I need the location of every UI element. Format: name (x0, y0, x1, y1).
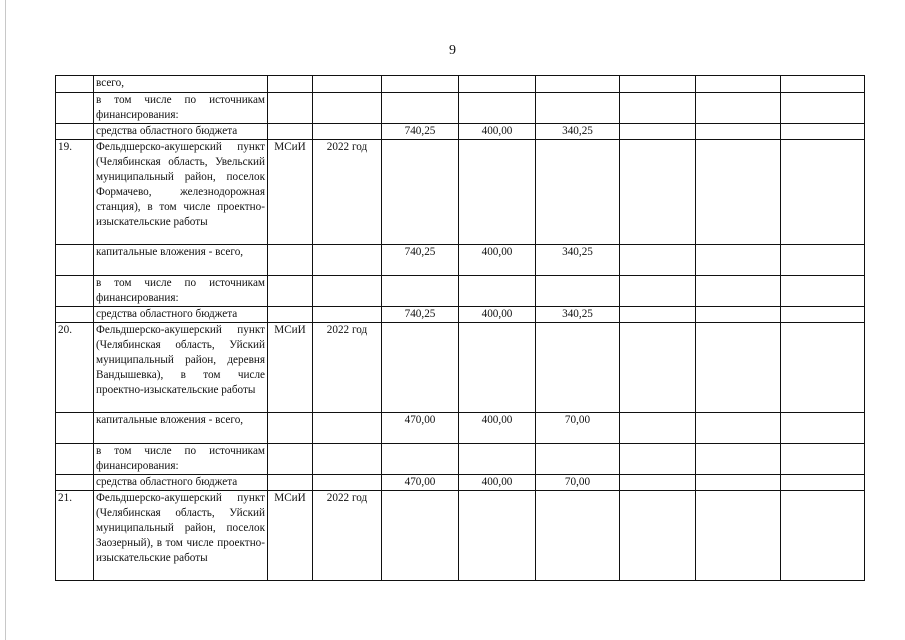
table-row (56, 124, 865, 140)
row-number-cell: 19. (56, 140, 94, 245)
amount-2025-cell (696, 323, 781, 413)
total-amount-cell: 470,00 (382, 413, 459, 444)
object-name-cell: Фельдшерско-акушерский пункт (Челябинская область, Увельский муниципальный район, поселок Формачево, железнодорожная станция), в том числе проектно-изыскательские работы (94, 140, 268, 245)
total-amount-cell (382, 491, 459, 581)
executor-cell (268, 475, 313, 491)
amount-2026-cell (781, 245, 865, 276)
amount-2026-cell (781, 323, 865, 413)
amount-2024-cell (620, 140, 696, 245)
row-number-cell (56, 444, 94, 475)
amount-2025-cell (696, 475, 781, 491)
amount-2025-cell (696, 444, 781, 475)
table-row (56, 413, 865, 444)
executor-cell: МСиИ (268, 491, 313, 581)
year-cell (313, 245, 382, 276)
amount-2023-cell (536, 93, 620, 124)
amount-2023-cell: 70,00 (536, 413, 620, 444)
table-row (56, 307, 865, 323)
amount-2024-cell (620, 245, 696, 276)
amount-2023-cell: 340,25 (536, 245, 620, 276)
year-cell (313, 413, 382, 444)
year-cell: 2022 год (313, 140, 382, 245)
row-number-cell (56, 76, 94, 93)
row-number-cell (56, 276, 94, 307)
amount-2025-cell (696, 93, 781, 124)
amount-2022-cell (459, 76, 536, 93)
amount-2026-cell (781, 76, 865, 93)
amount-2026-cell (781, 124, 865, 140)
amount-2022-cell: 400,00 (459, 307, 536, 323)
table-row (56, 475, 865, 491)
amount-2023-cell: 340,25 (536, 124, 620, 140)
total-amount-cell (382, 323, 459, 413)
amount-2024-cell (620, 93, 696, 124)
amount-2023-cell (536, 323, 620, 413)
amount-2022-cell: 400,00 (459, 475, 536, 491)
total-amount-cell: 470,00 (382, 475, 459, 491)
amount-2022-cell (459, 140, 536, 245)
amount-2025-cell (696, 124, 781, 140)
amount-2024-cell (620, 124, 696, 140)
year-cell (313, 76, 382, 93)
object-name-cell: всего, (94, 76, 268, 93)
row-number-cell (56, 93, 94, 124)
amount-2022-cell: 400,00 (459, 245, 536, 276)
amount-2022-cell (459, 276, 536, 307)
executor-cell (268, 307, 313, 323)
budget-table (55, 75, 865, 581)
amount-2024-cell (620, 475, 696, 491)
executor-cell (268, 124, 313, 140)
year-cell (313, 475, 382, 491)
total-amount-cell: 740,25 (382, 124, 459, 140)
amount-2022-cell (459, 444, 536, 475)
row-number-cell (56, 475, 94, 491)
year-cell (313, 307, 382, 323)
year-cell (313, 124, 382, 140)
amount-2023-cell (536, 140, 620, 245)
amount-2026-cell (781, 140, 865, 245)
amount-2026-cell (781, 475, 865, 491)
scan-edge-line (5, 0, 6, 640)
amount-2023-cell (536, 491, 620, 581)
amount-2026-cell (781, 413, 865, 444)
table-row (56, 76, 865, 93)
object-name-cell: капитальные вложения - всего, (94, 413, 268, 444)
executor-cell: МСиИ (268, 140, 313, 245)
total-amount-cell (382, 140, 459, 245)
page-number: 9 (449, 43, 456, 58)
object-name-cell: в том числе по источникам финансирования: (94, 93, 268, 124)
row-number-cell: 21. (56, 491, 94, 581)
total-amount-cell (382, 444, 459, 475)
row-number-cell (56, 413, 94, 444)
executor-cell (268, 444, 313, 475)
amount-2022-cell (459, 491, 536, 581)
amount-2025-cell (696, 140, 781, 245)
amount-2024-cell (620, 413, 696, 444)
object-name-cell: средства областного бюджета (94, 475, 268, 491)
amount-2024-cell (620, 76, 696, 93)
total-amount-cell (382, 93, 459, 124)
amount-2022-cell (459, 323, 536, 413)
amount-2023-cell: 70,00 (536, 475, 620, 491)
object-name-cell: в том числе по источникам финансирования: (94, 276, 268, 307)
amount-2022-cell (459, 93, 536, 124)
amount-2025-cell (696, 76, 781, 93)
table-row (56, 276, 865, 307)
row-number-cell (56, 124, 94, 140)
amount-2025-cell (696, 245, 781, 276)
table-body (56, 76, 865, 581)
year-cell (313, 93, 382, 124)
amount-2022-cell: 400,00 (459, 124, 536, 140)
object-name-cell: средства областного бюджета (94, 307, 268, 323)
table-row (56, 444, 865, 475)
amount-2023-cell: 340,25 (536, 307, 620, 323)
executor-cell (268, 76, 313, 93)
table-row (56, 245, 865, 276)
total-amount-cell: 740,25 (382, 245, 459, 276)
amount-2025-cell (696, 491, 781, 581)
amount-2026-cell (781, 307, 865, 323)
amount-2023-cell (536, 276, 620, 307)
year-cell (313, 276, 382, 307)
amount-2025-cell (696, 307, 781, 323)
object-name-cell: Фельдшерско-акушерский пункт (Челябинская область, Уйский муниципальный район, поселок Заозерный), в том числе проектно-изыскательские работы (94, 491, 268, 581)
row-number-cell (56, 307, 94, 323)
object-name-cell: Фельдшерско-акушерский пункт (Челябинская область, Уйский муниципальный район, деревня Вандышевка), в том числе проектно-изыскательские работы (94, 323, 268, 413)
year-cell (313, 444, 382, 475)
total-amount-cell (382, 276, 459, 307)
amount-2023-cell (536, 444, 620, 475)
amount-2024-cell (620, 307, 696, 323)
amount-2026-cell (781, 276, 865, 307)
amount-2024-cell (620, 323, 696, 413)
executor-cell (268, 276, 313, 307)
amount-2026-cell (781, 444, 865, 475)
year-cell: 2022 год (313, 491, 382, 581)
total-amount-cell (382, 76, 459, 93)
object-name-cell: средства областного бюджета (94, 124, 268, 140)
executor-cell (268, 245, 313, 276)
amount-2025-cell (696, 276, 781, 307)
object-name-cell: в том числе по источникам финансирования: (94, 444, 268, 475)
amount-2022-cell: 400,00 (459, 413, 536, 444)
row-number-cell: 20. (56, 323, 94, 413)
amount-2024-cell (620, 276, 696, 307)
executor-cell (268, 93, 313, 124)
year-cell: 2022 год (313, 323, 382, 413)
table-row (56, 140, 865, 245)
amount-2024-cell (620, 444, 696, 475)
executor-cell: МСиИ (268, 323, 313, 413)
amount-2025-cell (696, 413, 781, 444)
amount-2026-cell (781, 93, 865, 124)
total-amount-cell: 740,25 (382, 307, 459, 323)
table-row (56, 323, 865, 413)
row-number-cell (56, 245, 94, 276)
table-row (56, 93, 865, 124)
table-row (56, 491, 865, 581)
amount-2023-cell (536, 76, 620, 93)
executor-cell (268, 413, 313, 444)
object-name-cell: капитальные вложения - всего, (94, 245, 268, 276)
amount-2024-cell (620, 491, 696, 581)
amount-2026-cell (781, 491, 865, 581)
